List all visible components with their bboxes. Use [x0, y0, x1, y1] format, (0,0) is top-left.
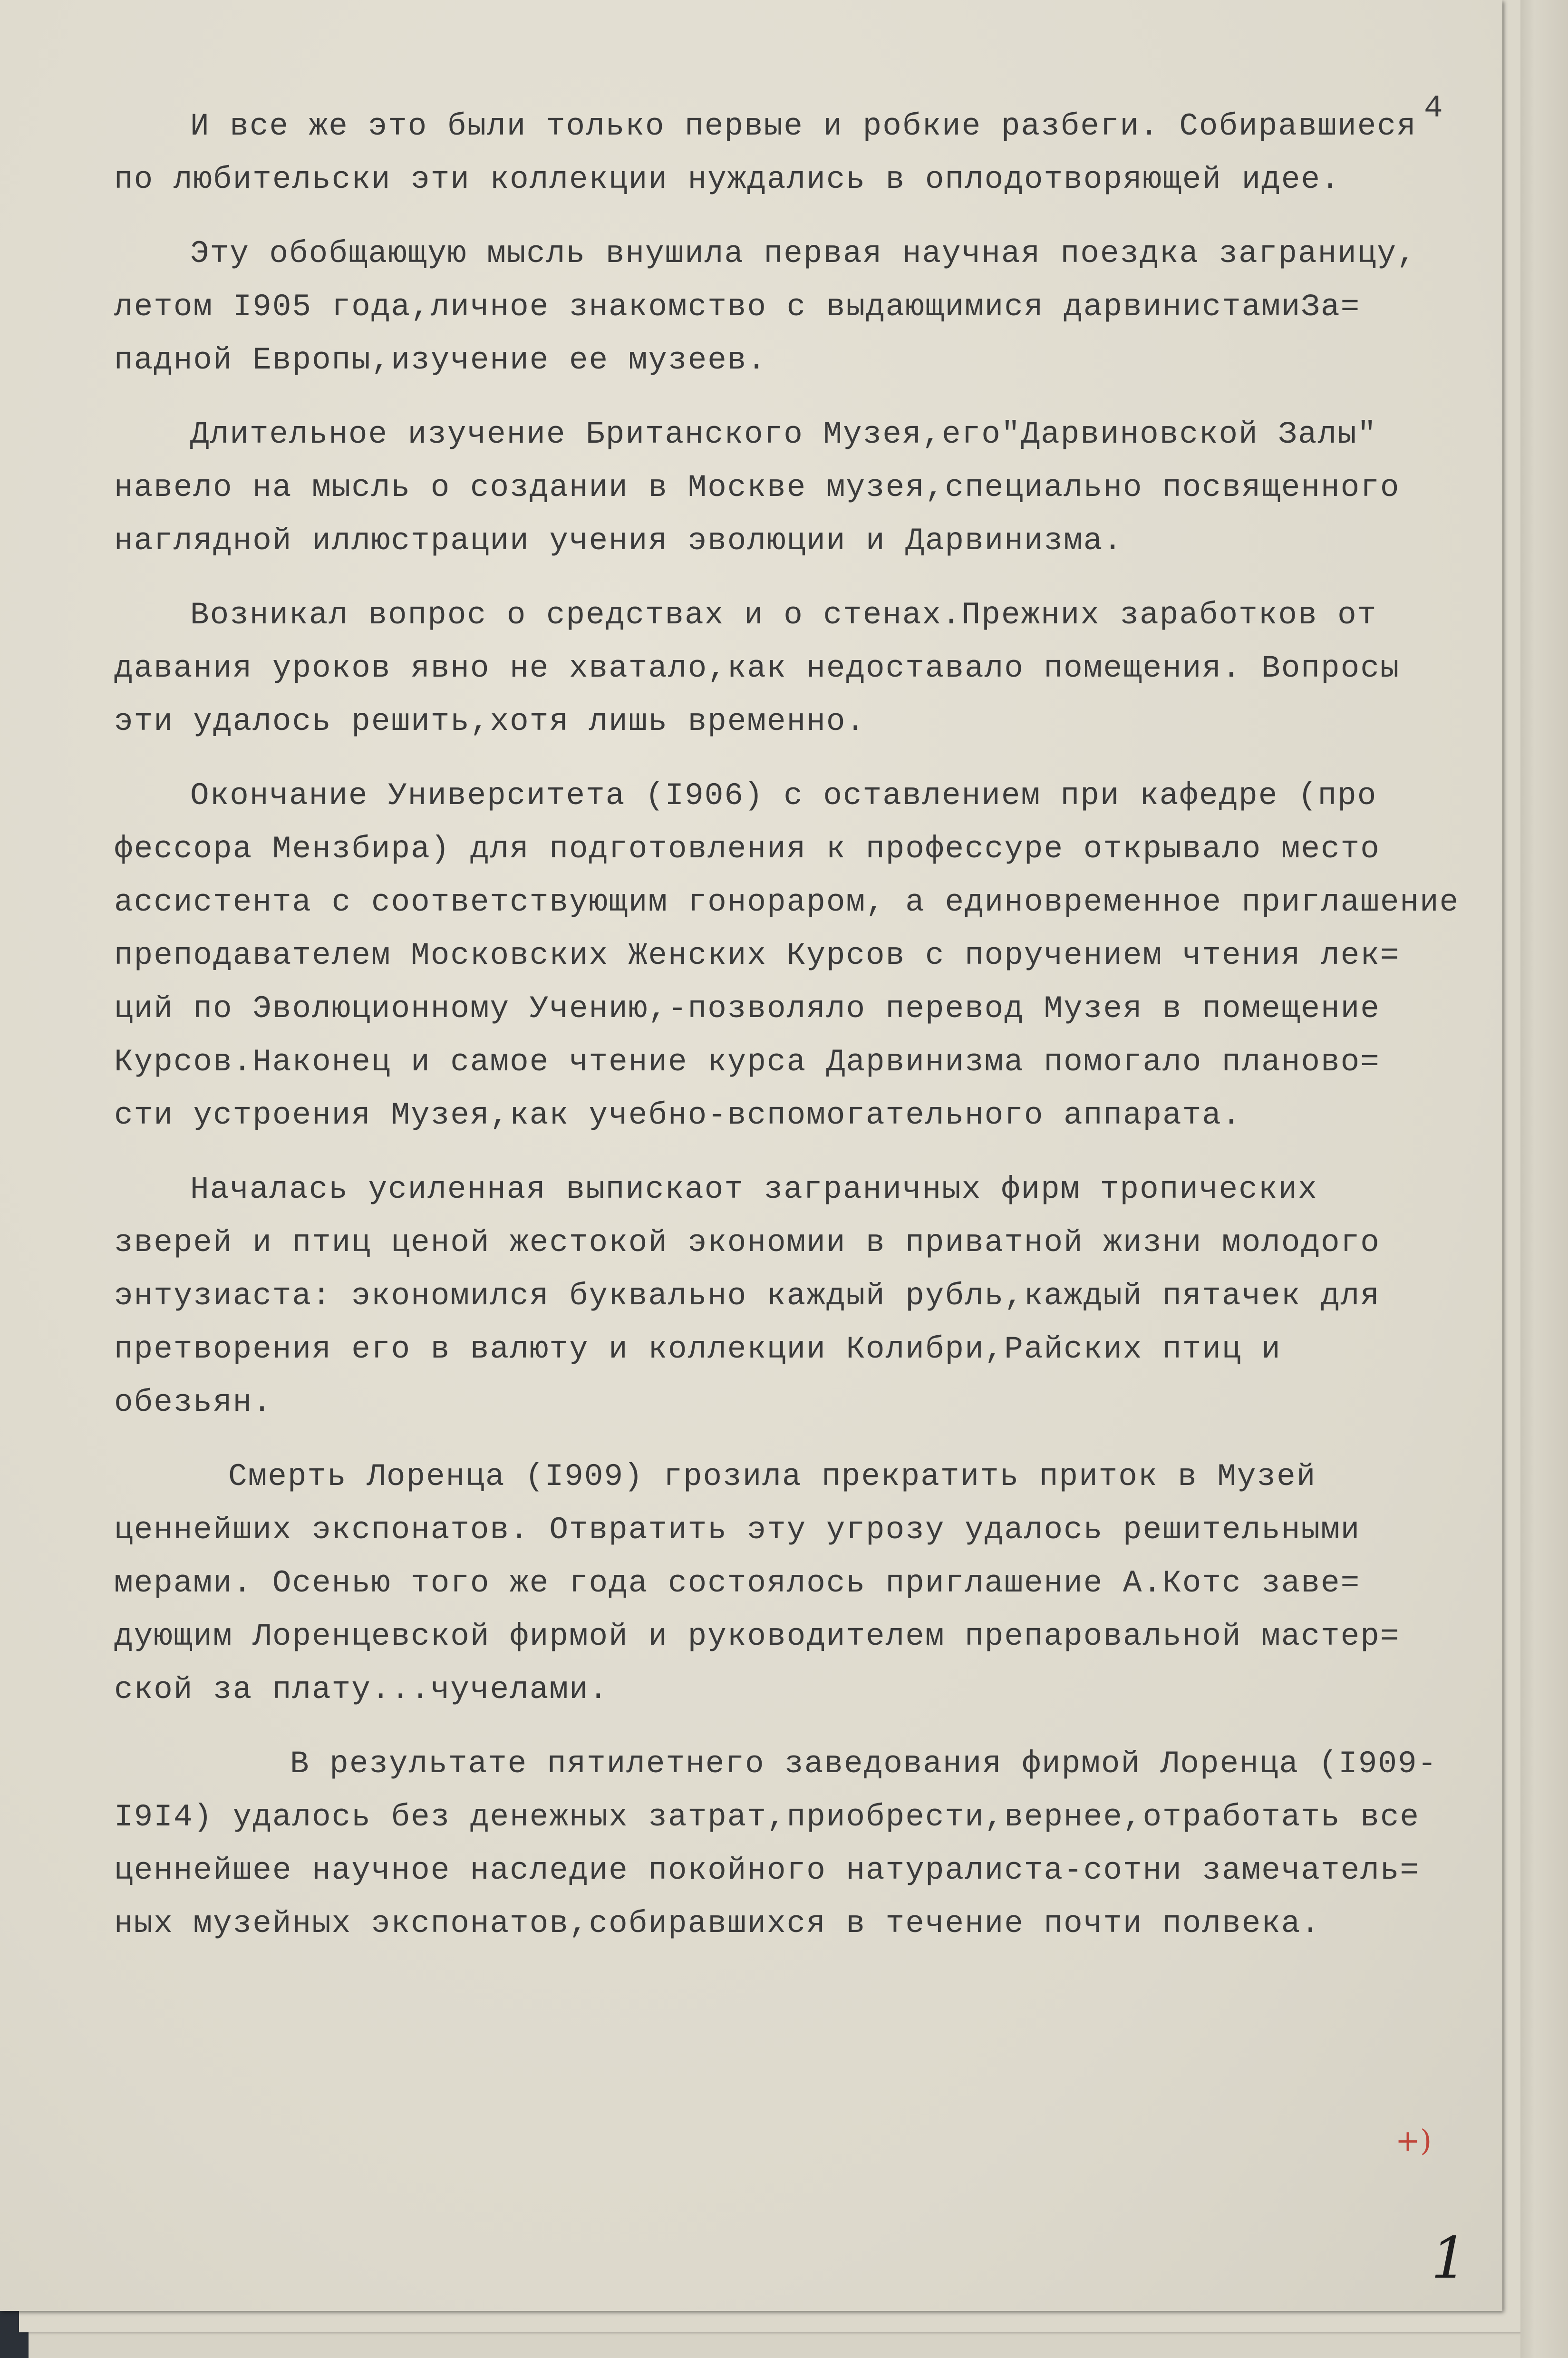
text-line: ценнейших экспонатов. Отвратить эту угрозу удалось решительными — [114, 1512, 1361, 1548]
text-line: сти устроения Музея,как учебно-вспомогательного аппарата. — [114, 1097, 1242, 1133]
text-line: I9I4) удалось без денежных затрат,приобрести,вернее,отработать все — [114, 1799, 1420, 1835]
text-line: Эту обобщающую мысль внушила первая научная поездка заграницу, — [190, 236, 1417, 272]
text-line: энтузиаста: экономился буквально каждый рубль,каждый пятачек для — [114, 1278, 1380, 1314]
text-line: фессора Мензбира) для подготовления к профессуре открывало место — [114, 831, 1380, 867]
text-line: ской за плату...чучелами. — [114, 1672, 609, 1708]
text-line: наглядной иллюстрации учения эволюции и Дарвинизма. — [114, 523, 1123, 559]
text-line: ассистента с соответствующим гонораром, а единовременное приглашение — [114, 884, 1460, 920]
text-line: Смерть Лоренца (I909) грозила прекратить приток в Музей — [228, 1459, 1316, 1494]
document-body — [114, 100, 1507, 1950]
handwritten-sheet-number: 1 — [1431, 2225, 1468, 2291]
text-line: ценнейшее научное наследие покойного натуралиста-сотни замечатель= — [114, 1853, 1420, 1888]
paragraph-3 — [114, 408, 1507, 568]
paragraph-5 — [114, 769, 1507, 1142]
paragraph-8 — [114, 1737, 1507, 1950]
text-line: давания уроков явно не хватало,как недоставало помещения. Вопросы — [114, 650, 1400, 686]
text-line: Длительное изучение Британского Музея,его"Дарвиновской Залы" — [190, 417, 1377, 452]
text-line: преподавателем Московских Женских Курсов с поручением чтения лек= — [114, 938, 1400, 973]
paragraph-6 — [114, 1163, 1507, 1429]
text-line: ных музейных экспонатов,собиравшихся в течение почти полвека. — [114, 1906, 1321, 1941]
page-edge-strip — [1520, 0, 1568, 2358]
text-line: навело на мысль о создании в Москве музея,специально посвященного — [114, 470, 1400, 505]
text-line: Началась усиленная выпискаот заграничных фирм тропических — [190, 1172, 1318, 1207]
text-line: мерами. Осенью того же года состоялось приглашение А.Котс заве= — [114, 1565, 1361, 1601]
text-line: Возникал вопрос о средствах и о стенах.Прежних заработков от — [190, 597, 1377, 633]
text-line: по любительски эти коллекции нуждались в оплодотворяющей идее. — [114, 162, 1341, 197]
text-line: претворения его в валюту и коллекции Колибри,Райских птиц и — [114, 1331, 1281, 1367]
text-line: Окончание Университета (I906) с оставлением при кафедре (про — [190, 778, 1377, 814]
paragraph-2 — [114, 227, 1507, 387]
paragraph-1 — [114, 100, 1507, 206]
text-line: Курсов.Наконец и самое чтение курса Дарвинизма помогало планово= — [114, 1044, 1380, 1080]
text-line: дующим Лоренцевской фирмой и руководителем препаровальной мастер= — [114, 1619, 1400, 1654]
text-line: В результате пятилетнего заведования фирмой Лоренца (I909- — [290, 1746, 1438, 1782]
page-number: 4 — [1424, 90, 1443, 126]
text-line: зверей и птиц ценой жестокой экономии в приватной жизни молодого — [114, 1225, 1380, 1261]
handwritten-plus-mark: +) — [1395, 2123, 1432, 2158]
text-line: обезьян. — [114, 1385, 272, 1420]
text-line: летом I905 года,личное знакомство с выдающимися дарвинистамиЗа= — [114, 289, 1361, 325]
text-line: падной Европы,изучение ее музеев. — [114, 342, 767, 378]
text-line: ций по Эволюционному Учению,-позволяло перевод Музея в помещение — [114, 991, 1380, 1027]
text-line: эти удалось решить,хотя лишь временно. — [114, 704, 866, 739]
paragraph-7 — [114, 1450, 1507, 1717]
paragraph-4 — [114, 589, 1507, 748]
text-line: И все же это были только первые и робкие разбеги. Собиравшиеся — [190, 108, 1417, 144]
